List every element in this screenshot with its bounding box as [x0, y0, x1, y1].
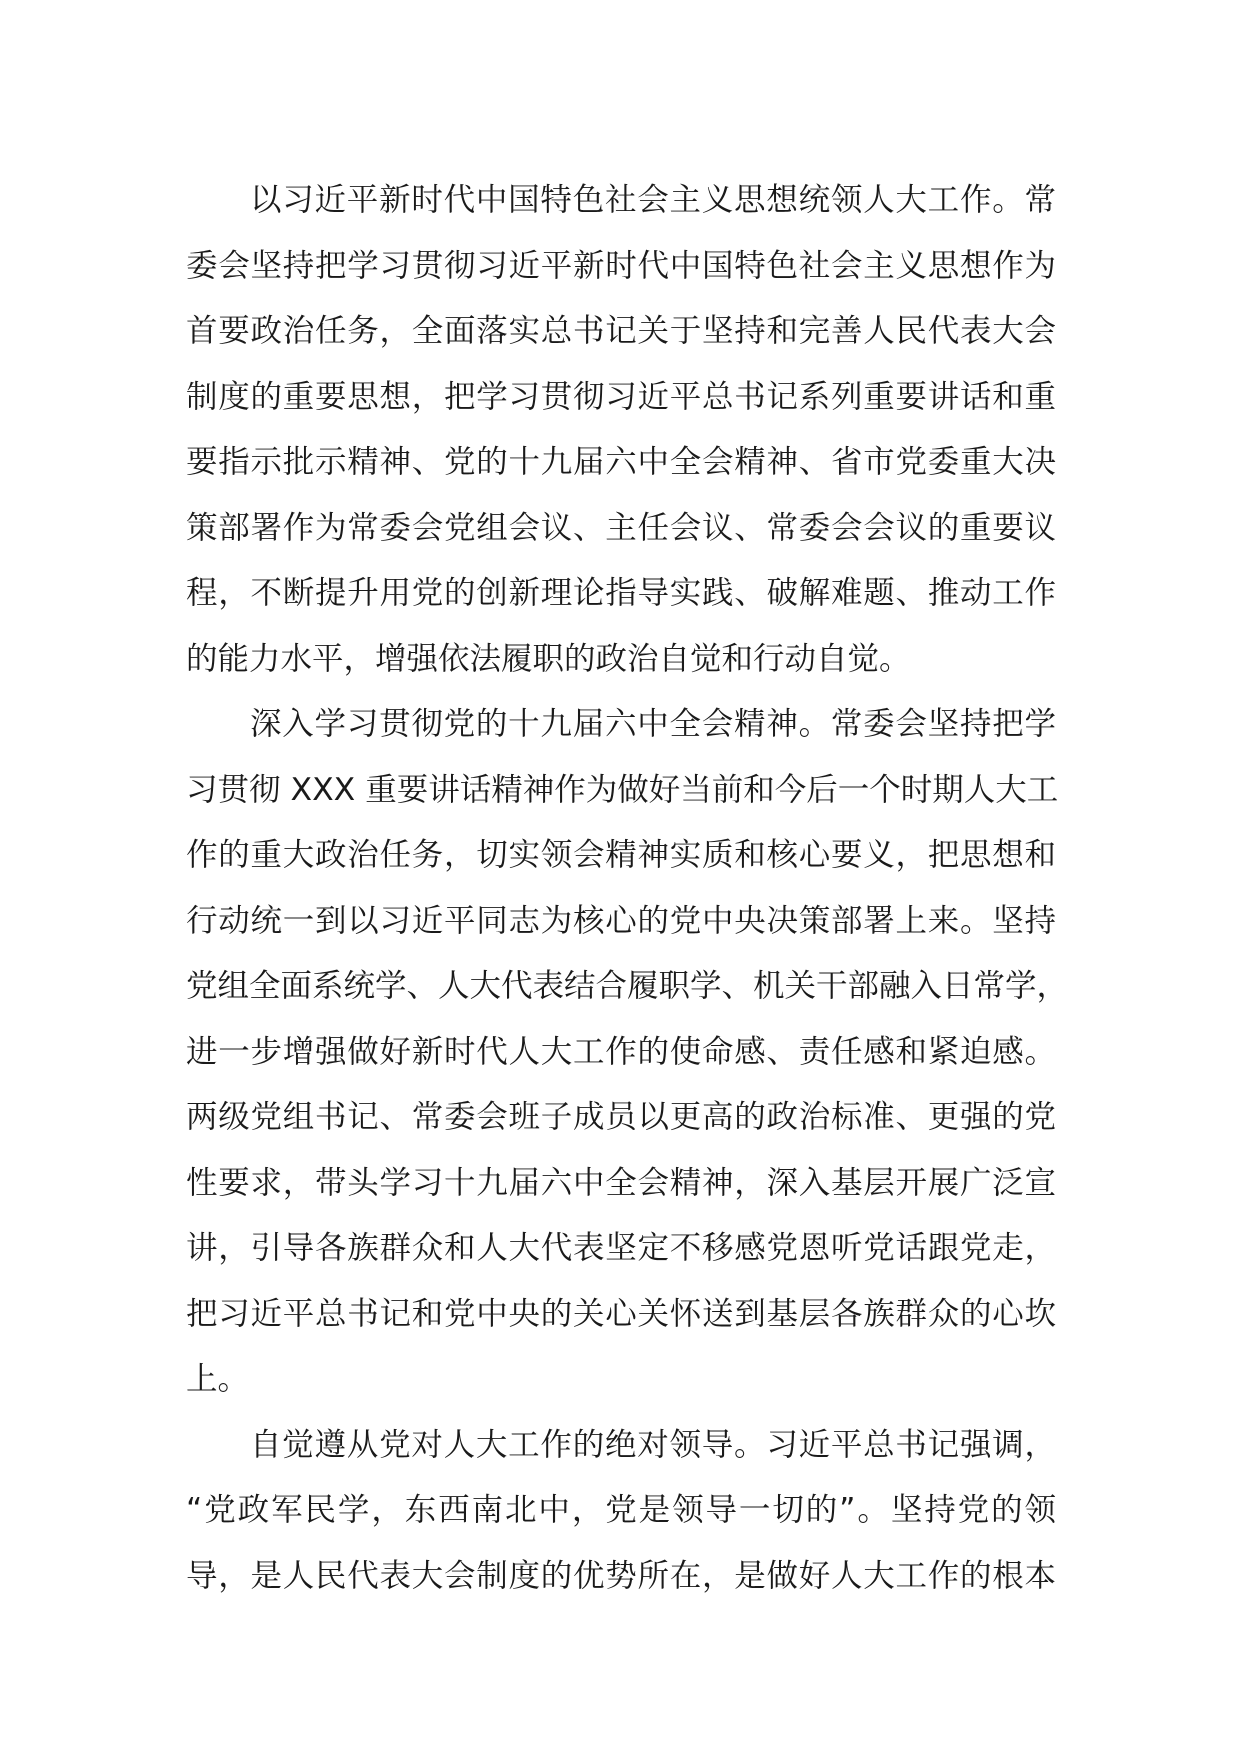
text-line: 策部署作为常委会党组会议、主任会议、常委会会议的重要议: [186, 509, 1056, 546]
text-line: 导，是人民代表大会制度的优势所在，是做好人大工作的根本: [186, 1557, 1056, 1594]
text-line: 以习近平新时代中国特色社会主义思想统领人大工作。常: [250, 182, 1056, 218]
text-line: 程，不断提升用党的创新理论指导实践、破解难题、推动工作: [186, 575, 1056, 611]
text-line: 深入学习贯彻党的十九届六中全会精神。常委会坚持把学: [250, 706, 1056, 742]
paragraph-3: [186, 1413, 1056, 1610]
text-line: “党政军民学，东西南北中，党是领导一切的”。坚持党的领: [186, 1492, 1056, 1528]
document-body: [186, 168, 1069, 1609]
text-line: 自觉遵从党对人大工作的绝对领导。习近平总书记强调，: [250, 1426, 1056, 1463]
text-line: 制度的重要思想，把学习贯彻习近平总书记系列重要讲话和重: [186, 378, 1056, 415]
text-line: 党组全面系统学、人大代表结合履职学、机关干部融入日常学，: [186, 968, 1069, 1004]
paragraph-1: [186, 168, 1056, 692]
text-line: 把习近平总书记和党中央的关心关怀送到基层各族群众的心坎: [186, 1295, 1056, 1332]
text-line: 行动统一到以习近平同志为核心的党中央决策部署上来。坚持: [186, 902, 1056, 939]
text-line: 性要求，带头学习十九届六中全会精神，深入基层开展广泛宣: [186, 1164, 1056, 1201]
text-line: 作的重大政治任务，切实领会精神实质和核心要义，把思想和: [186, 837, 1056, 873]
text-line: 讲，引导各族群众和人大代表坚定不移感党恩听党话跟党走，: [186, 1230, 1056, 1266]
paragraph-2: [186, 692, 1069, 1413]
text-line: 要指示批示精神、党的十九届六中全会精神、省市党委重大决: [186, 444, 1056, 480]
text-line: 上。: [186, 1361, 250, 1397]
text-line: 委会坚持把学习贯彻习近平新时代中国特色社会主义思想作为: [186, 247, 1056, 284]
text-line: 进一步增强做好新时代人大工作的使命感、责任感和紧迫感。: [186, 1033, 1056, 1070]
text-line: 的能力水平，增强依法履职的政治自觉和行动自觉。: [186, 640, 911, 677]
text-line: 习贯彻 XXX 重要讲话精神作为做好当前和今后一个时期人大工: [186, 771, 1059, 808]
text-line: 两级党组书记、常委会班子成员以更高的政治标准、更强的党: [186, 1099, 1056, 1135]
text-line: 首要政治任务，全面落实总书记关于坚持和完善人民代表大会: [186, 313, 1056, 349]
